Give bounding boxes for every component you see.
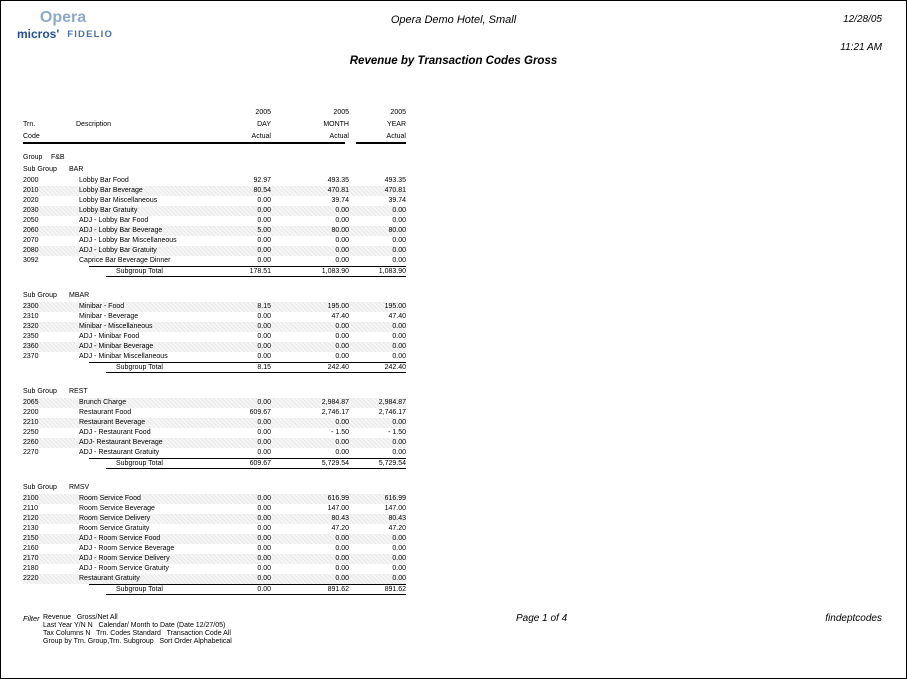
- month-actual-cell: 47.20: [331, 525, 349, 532]
- day-total-cell: 178.51: [249, 268, 271, 275]
- trn-code-cell: 2260: [23, 439, 39, 446]
- subgroup-label: Sub Group: [23, 388, 57, 395]
- header-trn: Trn.: [23, 121, 36, 128]
- month-actual-cell: 0.00: [335, 535, 349, 542]
- table-row: [23, 428, 406, 438]
- year-actual-cell: 470.81: [384, 187, 406, 194]
- month-total-cell: 891.62: [327, 586, 349, 593]
- subgroup-total-label: Subgroup Total: [116, 268, 163, 275]
- description-cell: ADJ - Room Service Gratuity: [79, 565, 169, 572]
- month-actual-cell: 616.99: [327, 495, 349, 502]
- subgroup-section: [23, 386, 406, 469]
- filter-line: Revenue Gross/Net All: [43, 614, 118, 621]
- description-cell: Room Service Delivery: [79, 515, 151, 522]
- description-cell: ADJ - Lobby Bar Miscellaneous: [79, 237, 177, 244]
- trn-code-cell: 3092: [23, 257, 39, 264]
- filter-line: Group by Trn. Group,Trn. Subgroup Sort Order Alphabetical: [43, 638, 232, 645]
- subgroup-section: [23, 164, 406, 277]
- description-cell: ADJ - Room Service Beverage: [79, 545, 175, 552]
- group-name: F&B: [50, 154, 65, 161]
- filter-line: Last Year Y/N N Calendar/ Month to Date (Date 12/27/05): [43, 622, 226, 629]
- table-row: [23, 574, 406, 584]
- table-row: [23, 226, 406, 236]
- table-row: [23, 504, 406, 514]
- trn-code-cell: 2200: [23, 409, 39, 416]
- description-cell: ADJ - Minibar Food: [79, 333, 140, 340]
- subgroup-name: REST: [69, 388, 88, 395]
- subgroup-label: Sub Group: [23, 484, 57, 491]
- month-actual-cell: 147.00: [327, 505, 349, 512]
- table-row: [23, 332, 406, 342]
- trn-code-cell: 2310: [23, 313, 39, 320]
- subgroup-total-row: [23, 266, 406, 277]
- print-time: 11:21 AM: [840, 42, 882, 53]
- year-actual-cell: 47.20: [388, 525, 406, 532]
- table-row: [23, 544, 406, 554]
- description-cell: ADJ - Lobby Bar Beverage: [79, 227, 163, 234]
- trn-code-cell: 2320: [23, 323, 39, 330]
- header-period-day: DAY: [257, 121, 271, 128]
- month-actual-cell: 0.00: [335, 353, 349, 360]
- trn-code-cell: 2180: [23, 565, 39, 572]
- month-actual-cell: 470.81: [327, 187, 349, 194]
- trn-code-cell: 2370: [23, 353, 39, 360]
- month-actual-cell: 0.00: [335, 247, 349, 254]
- fidelio-wordmark: FIDELIO: [67, 28, 114, 40]
- month-actual-cell: 195.00: [327, 303, 349, 310]
- day-actual-cell: 0.00: [257, 237, 271, 244]
- table-row: [23, 554, 406, 564]
- revenue-table: [23, 107, 406, 608]
- year-total-cell: 891.62: [384, 586, 406, 593]
- description-cell: ADJ - Minibar Miscellaneous: [79, 353, 168, 360]
- day-actual-cell: 0.00: [257, 555, 271, 562]
- year-actual-cell: 616.99: [384, 495, 406, 502]
- day-actual-cell: 0.00: [257, 333, 271, 340]
- trn-code-cell: 2130: [23, 525, 39, 532]
- year-actual-cell: 0.00: [392, 353, 406, 360]
- month-actual-cell: 0.00: [335, 419, 349, 426]
- day-actual-cell: 5.00: [257, 227, 271, 234]
- month-actual-cell: 0.00: [335, 565, 349, 572]
- table-header-period-row: [23, 119, 406, 131]
- day-actual-cell: 0.00: [257, 565, 271, 572]
- month-actual-cell: 47.40: [331, 313, 349, 320]
- day-actual-cell: 0.00: [257, 429, 271, 436]
- table-row: [23, 322, 406, 332]
- year-actual-cell: 0.00: [392, 419, 406, 426]
- table-row: [23, 534, 406, 544]
- month-actual-cell: 0.00: [335, 555, 349, 562]
- trn-code-cell: 2150: [23, 535, 39, 542]
- subgroup-name: BAR: [69, 166, 84, 173]
- year-actual-cell: 0.00: [392, 333, 406, 340]
- group-label: Group: [23, 154, 43, 161]
- month-actual-cell: 493.35: [327, 177, 349, 184]
- year-actual-cell: 0.00: [392, 439, 406, 446]
- subgroup-label: Sub Group: [23, 292, 57, 299]
- month-actual-cell: 80.43: [331, 515, 349, 522]
- description-cell: Caprice Bar Beverage Dinner: [79, 257, 171, 264]
- month-actual-cell: 0.00: [335, 237, 349, 244]
- day-actual-cell: 0.00: [257, 419, 271, 426]
- year-total-cell: 5,729.54: [378, 460, 406, 467]
- table-row: [23, 176, 406, 186]
- header-code: Code: [23, 133, 40, 140]
- description-cell: ADJ - Restaurant Food: [79, 429, 151, 436]
- table-row: [23, 216, 406, 226]
- table-row: [23, 312, 406, 322]
- table-row: [23, 524, 406, 534]
- day-actual-cell: 0.00: [257, 257, 271, 264]
- header-underline: [23, 142, 406, 145]
- filter-line: Tax Columns N Trn. Codes Standard Transaction Code All: [43, 630, 231, 637]
- subgroup-header: [23, 482, 406, 494]
- year-actual-cell: 80.00: [388, 227, 406, 234]
- trn-code-cell: 2250: [23, 429, 39, 436]
- trn-code-cell: 2120: [23, 515, 39, 522]
- year-total-cell: 1,083.90: [378, 268, 406, 275]
- day-actual-cell: 0.00: [257, 439, 271, 446]
- year-actual-cell: 0.00: [392, 217, 406, 224]
- day-actual-cell: 8.15: [257, 303, 271, 310]
- month-actual-cell: 0.00: [335, 207, 349, 214]
- table-header-measure-row: [23, 131, 406, 142]
- filter-criteria: [43, 614, 232, 646]
- description-cell: ADJ - Minibar Beverage: [79, 343, 154, 350]
- year-actual-cell: 0.00: [392, 247, 406, 254]
- table-row: [23, 514, 406, 524]
- day-actual-cell: 0.00: [257, 399, 271, 406]
- subgroup-total-row: [23, 362, 406, 373]
- year-actual-cell: 2,984.87: [378, 399, 406, 406]
- table-row: [23, 408, 406, 418]
- description-cell: Lobby Bar Food: [79, 177, 129, 184]
- report-title: Revenue by Transaction Codes Gross: [349, 55, 558, 67]
- day-total-cell: 609.67: [249, 460, 271, 467]
- header-year-month: 2005: [333, 109, 349, 116]
- hotel-name: Opera Demo Hotel, Small: [390, 14, 517, 26]
- year-actual-cell: 0.00: [392, 207, 406, 214]
- month-actual-cell: 0.00: [335, 333, 349, 340]
- month-actual-cell: 0.00: [335, 257, 349, 264]
- header-actual-year: Actual: [386, 133, 406, 140]
- subgroup-name: RMSV: [69, 484, 90, 491]
- month-actual-cell: 2,984.87: [321, 399, 349, 406]
- table-body: [23, 164, 406, 595]
- month-actual-cell: 0.00: [335, 217, 349, 224]
- day-actual-cell: 0.00: [257, 575, 271, 582]
- trn-code-cell: 2050: [23, 217, 39, 224]
- day-actual-cell: 0.00: [257, 535, 271, 542]
- year-actual-cell: 0.00: [392, 449, 406, 456]
- month-total-cell: 5,729.54: [321, 460, 349, 467]
- trn-code-cell: 2000: [23, 177, 39, 184]
- day-actual-cell: 609.67: [249, 409, 271, 416]
- day-total-cell: 8.15: [257, 364, 271, 371]
- month-actual-cell: 0.00: [335, 449, 349, 456]
- description-cell: Lobby Bar Miscellaneous: [79, 197, 158, 204]
- month-total-cell: 1,083.90: [321, 268, 349, 275]
- description-cell: Minibar - Food: [79, 303, 125, 310]
- header-period-month: MONTH: [323, 121, 349, 128]
- trn-code-cell: 2100: [23, 495, 39, 502]
- month-actual-cell: 0.00: [335, 545, 349, 552]
- page-indicator: Page 1 of 4: [516, 613, 568, 624]
- year-actual-cell: 147.00: [384, 505, 406, 512]
- year-actual-cell: 47.40: [388, 313, 406, 320]
- year-actual-cell: 39.74: [388, 197, 406, 204]
- subgroup-total-label: Subgroup Total: [116, 460, 163, 467]
- trn-code-cell: 2020: [23, 197, 39, 204]
- trn-code-cell: 2360: [23, 343, 39, 350]
- day-actual-cell: 0.00: [257, 343, 271, 350]
- description-cell: Minibar - Miscellaneous: [79, 323, 153, 330]
- table-row: [23, 206, 406, 216]
- header-period-year: YEAR: [386, 121, 406, 128]
- year-actual-cell: 2,746.17: [378, 409, 406, 416]
- description-cell: ADJ - Lobby Bar Gratuity: [79, 247, 157, 254]
- trn-code-cell: 2110: [23, 505, 39, 512]
- table-header-year-row: [23, 107, 406, 119]
- year-actual-cell: 0.00: [392, 343, 406, 350]
- description-cell: Room Service Beverage: [79, 505, 155, 512]
- table-row: [23, 302, 406, 312]
- table-row: [23, 186, 406, 196]
- subgroup-total-label: Subgroup Total: [116, 364, 163, 371]
- trn-code-cell: 2170: [23, 555, 39, 562]
- header-year-year: 2005: [390, 109, 406, 116]
- year-actual-cell: 0.00: [392, 237, 406, 244]
- subgroup-total-row: [23, 584, 406, 595]
- header-year-day: 2005: [255, 109, 271, 116]
- subgroup-total-row: [23, 458, 406, 469]
- table-row: [23, 196, 406, 206]
- header-actual-day: Actual: [251, 133, 271, 140]
- table-row: [23, 342, 406, 352]
- subgroup-total-label: Subgroup Total: [116, 586, 163, 593]
- opera-logo: Opera: [39, 9, 87, 26]
- group-header: [23, 152, 406, 164]
- description-cell: Minibar - Beverage: [79, 313, 139, 320]
- day-actual-cell: 80.54: [253, 187, 271, 194]
- print-date: 12/28/05: [843, 14, 882, 25]
- year-actual-cell: 195.00: [384, 303, 406, 310]
- description-cell: Lobby Bar Beverage: [79, 187, 143, 194]
- subgroup-section: [23, 482, 406, 595]
- subgroup-section: [23, 290, 406, 373]
- year-actual-cell: 0.00: [392, 257, 406, 264]
- day-actual-cell: 0.00: [257, 515, 271, 522]
- day-actual-cell: 0.00: [257, 525, 271, 532]
- filter-label: Filter: [23, 614, 40, 623]
- table-row: [23, 352, 406, 362]
- day-actual-cell: 0.00: [257, 353, 271, 360]
- trn-code-cell: 2080: [23, 247, 39, 254]
- micros-wordmark: micros': [17, 27, 60, 41]
- trn-code-cell: 2060: [23, 227, 39, 234]
- month-total-cell: 242.40: [327, 364, 349, 371]
- description-cell: Room Service Gratuity: [79, 525, 150, 532]
- year-actual-cell: 0.00: [392, 565, 406, 572]
- description-cell: Restaurant Beverage: [79, 419, 146, 426]
- description-cell: ADJ - Room Service Food: [79, 535, 161, 542]
- month-actual-cell: 0.00: [335, 323, 349, 330]
- subgroup-label: Sub Group: [23, 166, 57, 173]
- day-actual-cell: 0.00: [257, 247, 271, 254]
- table-row: [23, 246, 406, 256]
- day-actual-cell: 0.00: [257, 323, 271, 330]
- description-cell: Restaurant Gratuity: [79, 575, 140, 582]
- trn-code-cell: 2065: [23, 399, 39, 406]
- year-actual-cell: 0.00: [392, 535, 406, 542]
- header-underline-main: [23, 142, 345, 144]
- day-total-cell: 0.00: [257, 586, 271, 593]
- day-actual-cell: 0.00: [257, 545, 271, 552]
- table-row: [23, 564, 406, 574]
- year-actual-cell: 80.43: [388, 515, 406, 522]
- trn-code-cell: 2350: [23, 333, 39, 340]
- year-total-cell: 242.40: [384, 364, 406, 371]
- table-row: [23, 438, 406, 448]
- trn-code-cell: 2220: [23, 575, 39, 582]
- trn-code-cell: 2010: [23, 187, 39, 194]
- table-row: [23, 418, 406, 428]
- description-cell: ADJ - Lobby Bar Food: [79, 217, 149, 224]
- month-actual-cell: 0.00: [335, 343, 349, 350]
- subgroup-header: [23, 164, 406, 176]
- year-actual-cell: 493.35: [384, 177, 406, 184]
- header-description: Description: [76, 121, 112, 128]
- subgroup-header: [23, 290, 406, 302]
- description-cell: Lobby Bar Gratuity: [79, 207, 138, 214]
- table-row: [23, 398, 406, 408]
- month-actual-cell: - 1.50: [331, 429, 349, 436]
- month-actual-cell: 0.00: [335, 439, 349, 446]
- report-code: findeptcodes: [825, 613, 882, 624]
- month-actual-cell: 2,746.17: [321, 409, 349, 416]
- year-actual-cell: 0.00: [392, 323, 406, 330]
- day-actual-cell: 0.00: [257, 495, 271, 502]
- description-cell: ADJ - Room Service Delivery: [79, 555, 170, 562]
- year-actual-cell: - 1.50: [388, 429, 406, 436]
- description-cell: ADJ- Restaurant Beverage: [79, 439, 163, 446]
- day-actual-cell: 0.00: [257, 197, 271, 204]
- description-cell: Room Service Food: [79, 495, 141, 502]
- day-actual-cell: 0.00: [257, 505, 271, 512]
- month-actual-cell: 39.74: [331, 197, 349, 204]
- month-actual-cell: 80.00: [331, 227, 349, 234]
- trn-code-cell: 2270: [23, 449, 39, 456]
- trn-code-cell: 2030: [23, 207, 39, 214]
- trn-code-cell: 2070: [23, 237, 39, 244]
- table-row: [23, 448, 406, 458]
- table-row: [23, 256, 406, 266]
- subgroup-header: [23, 386, 406, 398]
- day-actual-cell: 0.00: [257, 207, 271, 214]
- description-cell: ADJ - Restaurant Gratuity: [79, 449, 160, 456]
- micros-fidelio-logo: [17, 27, 114, 41]
- year-actual-cell: 0.00: [392, 575, 406, 582]
- day-actual-cell: 0.00: [257, 313, 271, 320]
- header-actual-month: Actual: [329, 133, 349, 140]
- month-actual-cell: 0.00: [335, 575, 349, 582]
- day-actual-cell: 0.00: [257, 217, 271, 224]
- year-actual-cell: 0.00: [392, 555, 406, 562]
- header-underline-year: [356, 142, 406, 144]
- table-row: [23, 236, 406, 246]
- day-actual-cell: 92.97: [253, 177, 271, 184]
- trn-code-cell: 2210: [23, 419, 39, 426]
- year-actual-cell: 0.00: [392, 545, 406, 552]
- day-actual-cell: 0.00: [257, 449, 271, 456]
- description-cell: Brunch Charge: [79, 399, 127, 406]
- trn-code-cell: 2160: [23, 545, 39, 552]
- description-cell: Restaurant Food: [79, 409, 132, 416]
- trn-code-cell: 2300: [23, 303, 39, 310]
- table-row: [23, 494, 406, 504]
- subgroup-name: MBAR: [69, 292, 90, 299]
